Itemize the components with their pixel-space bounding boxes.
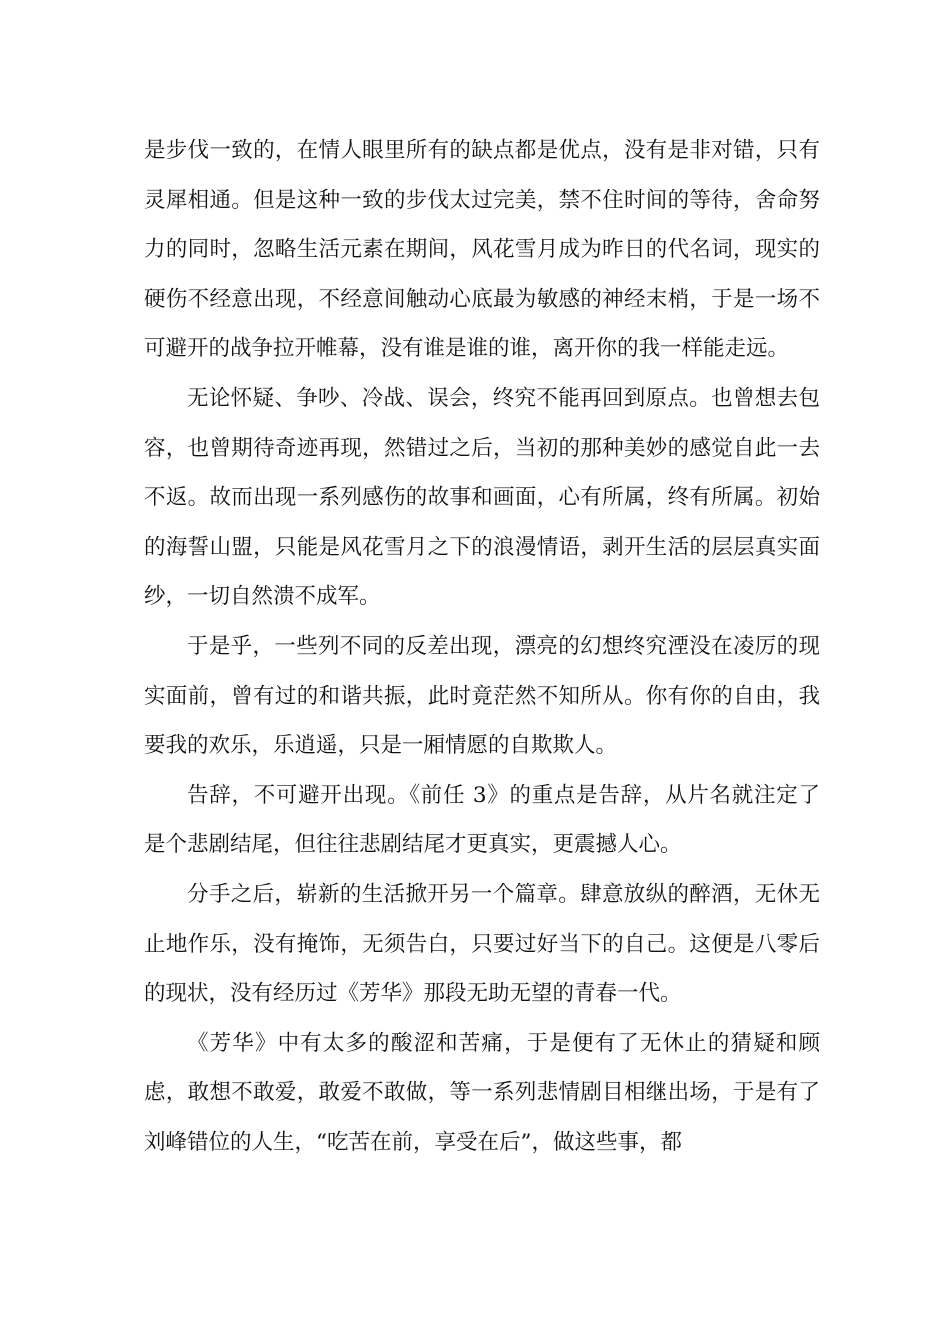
document-body — [144, 126, 820, 1167]
paragraph-3: 于是乎，一些列不同的反差出现，漂亮的幻想终究湮没在凌厉的现实面前，曾有过的和谐共振，此时竟茫然不知所从。你有你的自由，我要我的欢乐，乐逍遥，只是一厢情愿的自欺欺人。 — [144, 633, 820, 759]
paragraph-2: 无论怀疑、争吵、冷战、误会，终究不能再回到原点。也曾想去包容，也曾期待奇迹再现，然错过之后，当初的那种美妙的感觉自此一去不返。故而出现一系列感伤的故事和画面，心有所属，终有所属。初始的海誓山盟，只能是风花雪月之下的浪漫情语，剥开生活的层层真实面纱，一切自然溃不成军。 — [144, 385, 820, 610]
paragraph-1: 是步伐一致的，在情人眼里所有的缺点都是优点，没有是非对错，只有灵犀相通。但是这种一致的步伐太过完美，禁不住时间的等待，舍命努力的同时，忽略生活元素在期间，风花雪月成为昨日的代名词，现实的硬伤不经意出现，不经意间触动心底最为敏感的神经末梢，于是一场不可避开的战争拉开帷幕，没有谁是谁的谁，离开你的我一样能走远。 — [144, 138, 820, 362]
paragraph-4: 告辞，不可避开出现。《前任 3》的重点是告辞，从片名就注定了是个悲剧结尾，但往往悲剧结尾才更真实，更震撼人心。 — [144, 782, 820, 858]
paragraph-5: 分手之后，崭新的生活掀开另一个篇章。肆意放纵的醉酒，无休无止地作乐，没有掩饰，无须告白，只要过好当下的自己。这便是八零后的现状，没有经历过《芳华》那段无助无望的青春一代。 — [144, 881, 820, 1007]
paragraph-6: 《芳华》中有太多的酸涩和苦痛，于是便有了无休止的猜疑和顾虑，敢想不敢爱，敢爱不敢做，等一系列悲情剧目相继出场，于是有了刘峰错位的人生，“吃苦在前，享受在后”，做这些事，都 — [144, 1030, 820, 1155]
